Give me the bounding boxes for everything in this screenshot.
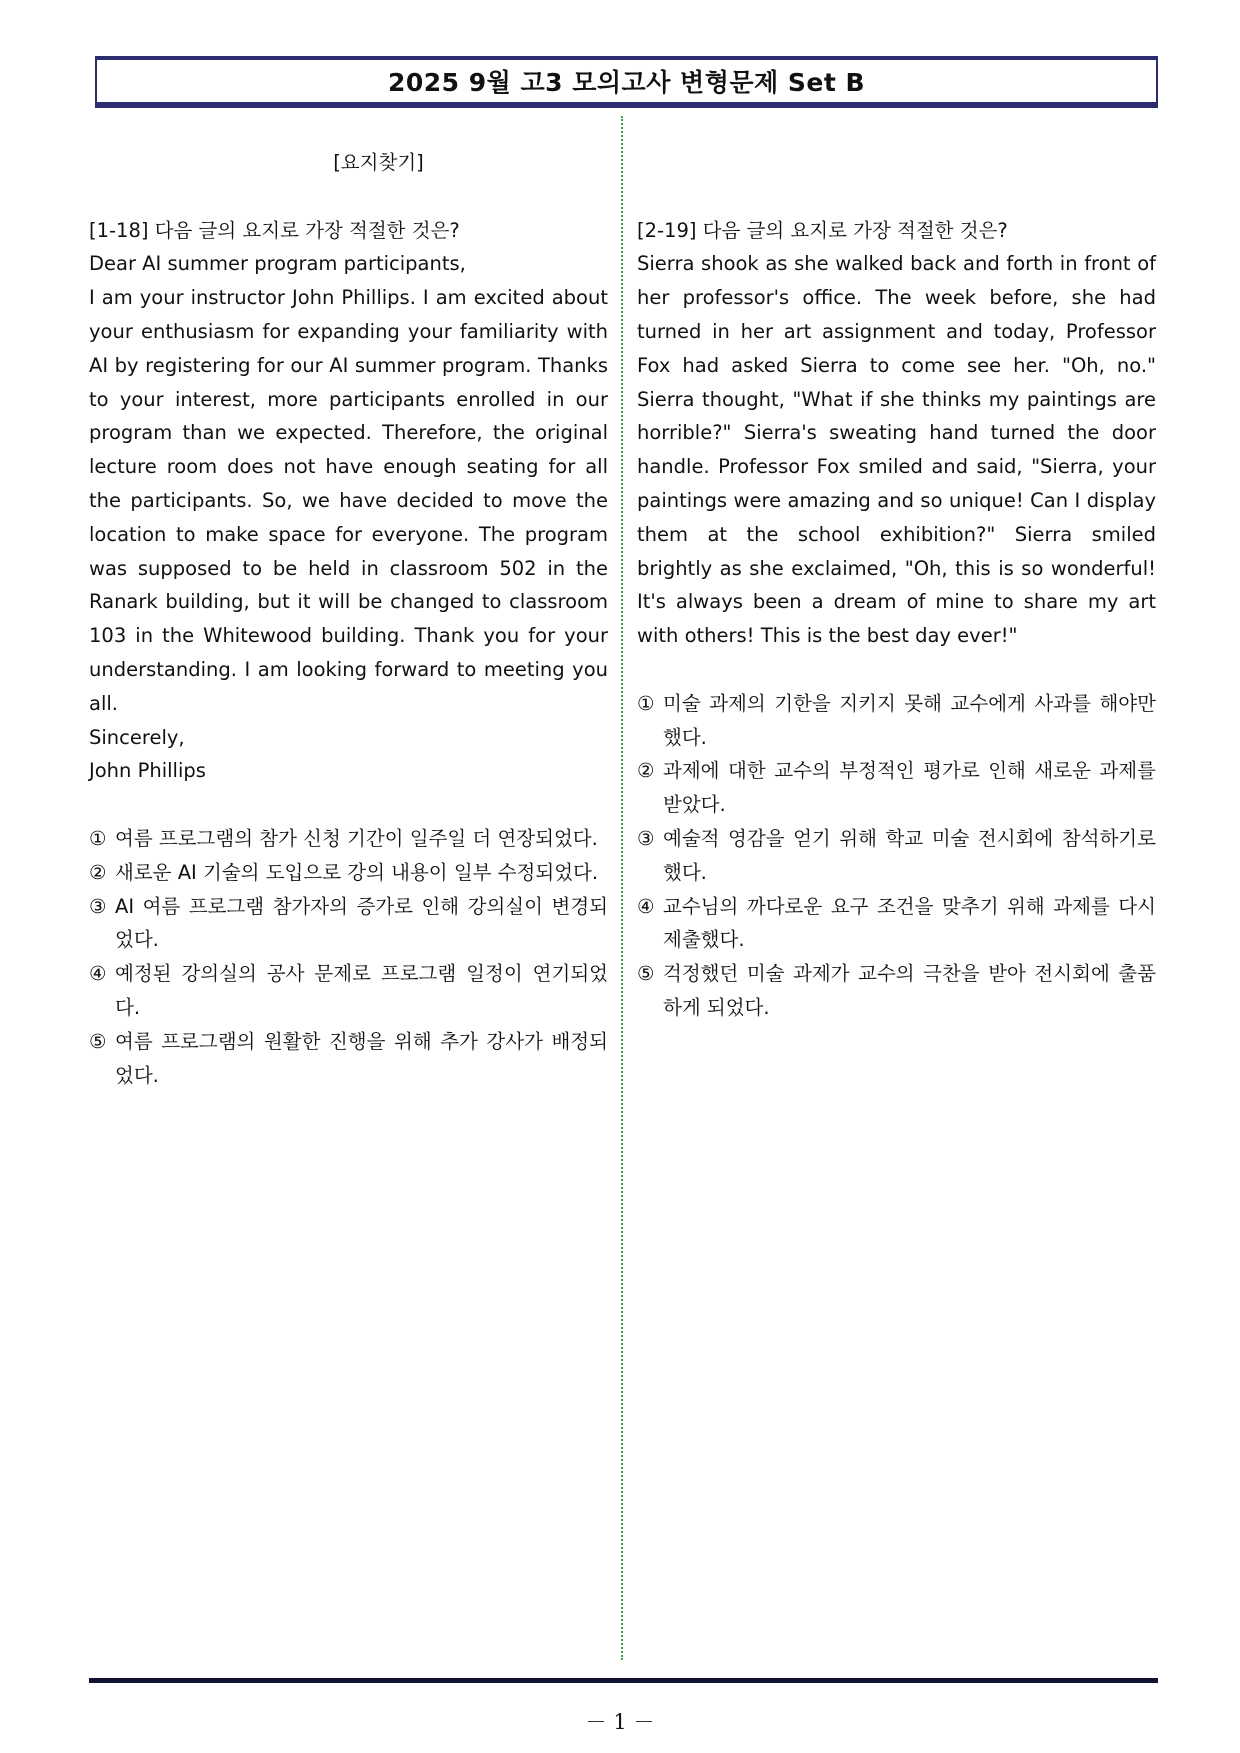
- page-number: － 1 －: [585, 1710, 655, 1734]
- page-title: 2025 9월 고3 모의고사 변형문제 Set B: [387, 68, 866, 97]
- option-3[interactable]: [637, 822, 1156, 890]
- question-18-passage: [89, 247, 608, 788]
- option-number: ③: [637, 826, 655, 850]
- option-number: ③: [89, 894, 107, 918]
- option-4[interactable]: [89, 957, 608, 1025]
- option-text: 과제에 대한 교수의 부정적인 평가로 인해 새로운 과제를 받았다.: [663, 759, 1156, 817]
- option-5[interactable]: [637, 957, 1156, 1025]
- left-column: [89, 146, 608, 1092]
- option-1[interactable]: [89, 822, 608, 856]
- story-text: Sierra shook as she walked back and forth in front of her professor's office. The week before, she had turned in her art assignment and today, Professor Fox had asked Sierra to come see her. "Oh, no." Sierra thought, "What if she thinks my paintings are horrible?" Sierra's sweating hand turned the door handle. Professor Fox smiled and said, "Sierra, your paintings were amazing and so unique! Can I display them at the school exhibition?" Sierra smiled brightly as she exclaimed, "Oh, this is so wonderful! It's always been a dream of mine to share my art with others! This is the best day ever!": [637, 252, 1156, 648]
- option-5[interactable]: [89, 1025, 608, 1093]
- option-1[interactable]: [637, 687, 1156, 755]
- question-19-passage: [637, 247, 1156, 653]
- option-text: 걱정했던 미술 과제가 교수의 극찬을 받아 전시회에 출품하게 되었다.: [663, 962, 1156, 1019]
- option-number: ①: [89, 826, 107, 850]
- question-18-prompt: [1-18] 다음 글의 요지로 가장 적절한 것은?: [89, 218, 460, 242]
- letter-signature: John Phillips: [89, 759, 206, 783]
- option-number: ②: [89, 860, 107, 884]
- option-3[interactable]: [89, 890, 608, 958]
- option-text: 여름 프로그램의 원활한 진행을 위해 추가 강사가 배정되었다.: [115, 1029, 608, 1087]
- question-18-options: [89, 822, 608, 1092]
- right-column: [637, 146, 1156, 1025]
- footer-rule: [89, 1678, 1158, 1683]
- option-number: ①: [637, 691, 655, 715]
- option-text: 여름 프로그램의 참가 신청 기간이 일주일 더 연장되었다.: [115, 826, 598, 850]
- option-text: 예술적 영감을 얻기 위해 학교 미술 전시회에 참석하기로 했다.: [663, 826, 1156, 884]
- letter-body: I am your instructor John Phillips. I am excited about your enthusiasm for expanding your familiarity with AI by registering for our AI summer program. Thanks to your interest, more participants enrolled in our program than we expected. Therefore, the original lecture room does not have enough seating for all the participants. So, we have decided to move the location to make space for everyone. The program was supposed to be held in classroom 502 in the Ranark building, but it will be changed to classroom 103 in the Whitewood building. Thank you for your understanding. I am looking forward to meeting you all.: [89, 286, 608, 715]
- page-title-box: [95, 58, 1158, 108]
- option-text: 새로운 AI 기술의 도입으로 강의 내용이 일부 수정되었다.: [115, 860, 599, 884]
- option-number: ②: [637, 759, 655, 783]
- option-text: 미술 과제의 기한을 지키지 못해 교수에게 사과를 해야만 했다.: [663, 691, 1156, 749]
- question-19-prompt: [2-19] 다음 글의 요지로 가장 적절한 것은?: [637, 218, 1008, 242]
- section-label: [요지찾기]: [333, 151, 424, 174]
- letter-salutation: Dear AI summer program participants,: [89, 252, 466, 276]
- option-2[interactable]: [637, 754, 1156, 822]
- option-4[interactable]: [637, 890, 1156, 958]
- option-text: AI 여름 프로그램 참가자의 증가로 인해 강의실이 변경되었다.: [115, 894, 608, 952]
- option-number: ④: [89, 962, 107, 986]
- column-spacer: [637, 146, 1156, 214]
- question-19-options: [637, 687, 1156, 1025]
- option-number: ⑤: [89, 1029, 107, 1053]
- column-divider: [621, 116, 623, 1660]
- option-2[interactable]: [89, 856, 608, 890]
- option-number: ⑤: [637, 962, 655, 986]
- letter-closing: Sincerely,: [89, 725, 185, 749]
- option-text: 예정된 강의실의 공사 문제로 프로그램 일정이 연기되었다.: [115, 962, 608, 1019]
- option-text: 교수님의 까다로운 요구 조건을 맞추기 위해 과제를 다시 제출했다.: [663, 894, 1156, 952]
- option-number: ④: [637, 894, 655, 918]
